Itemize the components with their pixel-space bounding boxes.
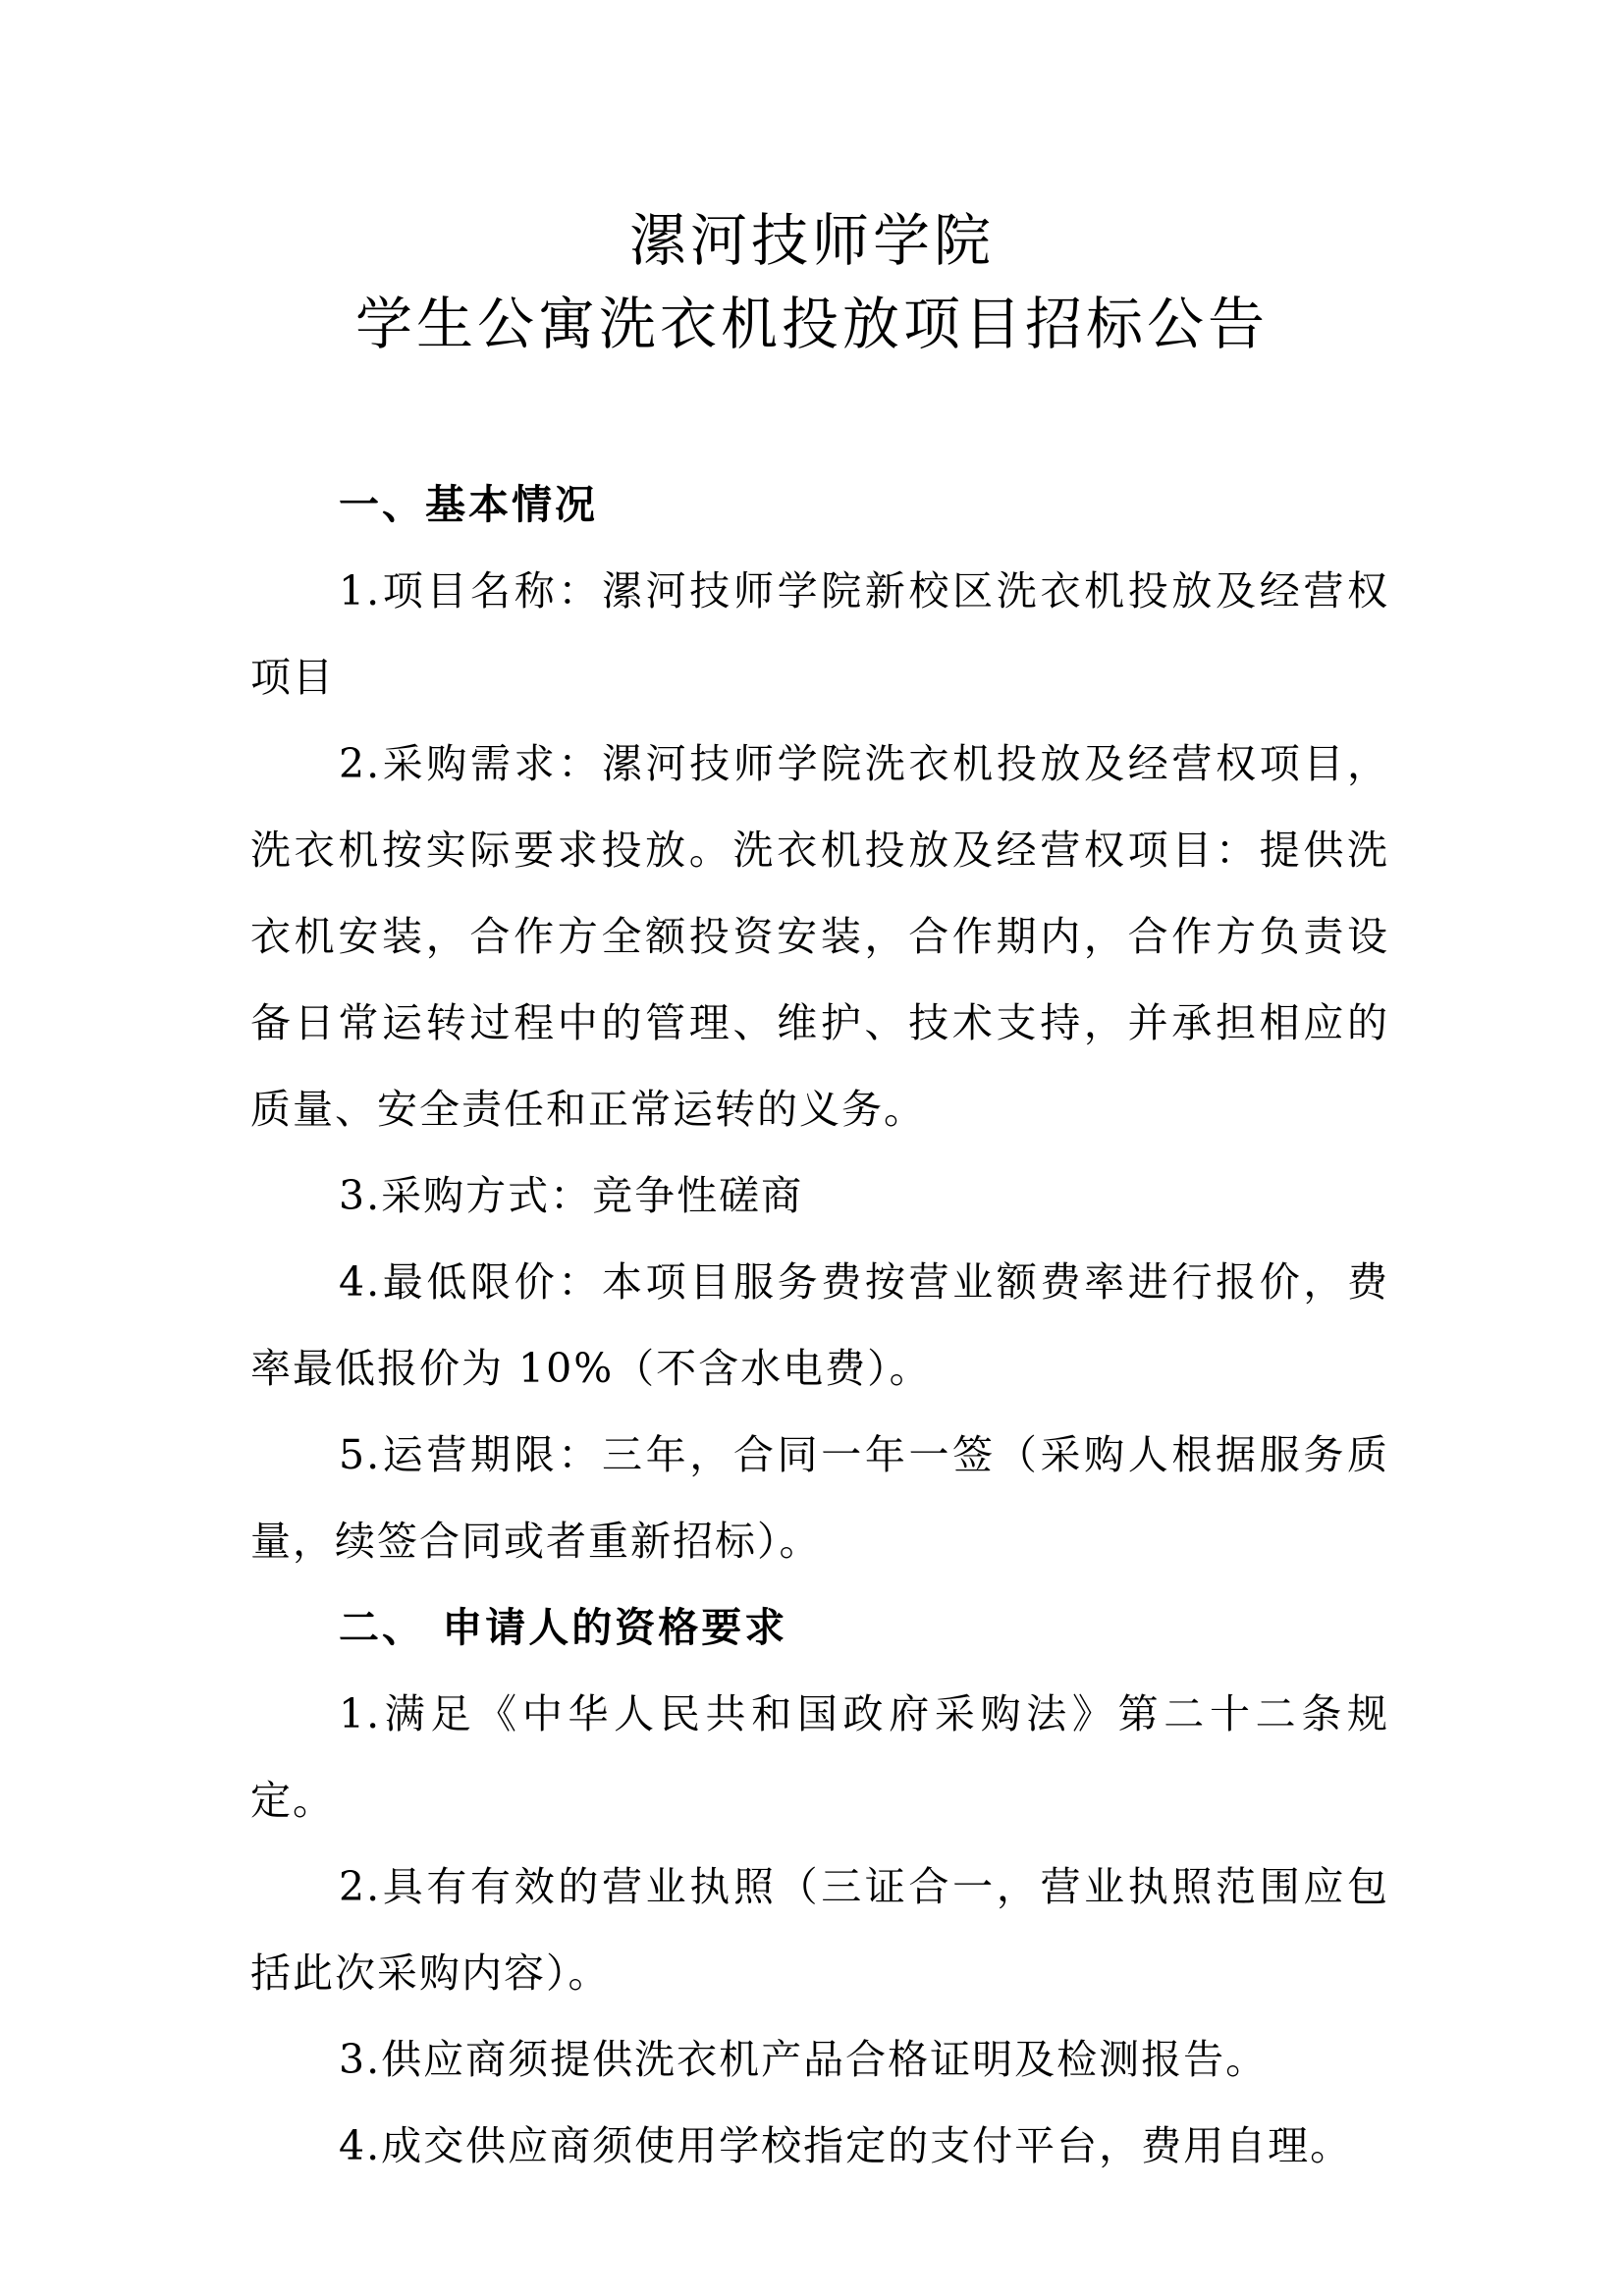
project-name-paragraph: 1.项目名称：漯河技师学院新校区洗衣机投放及经营权项目 [250, 567, 1389, 701]
qualification-item: 3.供应商须提供洗衣机产品合格证明及检测报告。 [339, 2036, 1269, 2083]
qualification-item: 4.成交供应商须使用学校指定的支付平台，费用自理。 [339, 2122, 1353, 2169]
minimum-price-paragraph: 4.最低限价：本项目服务费按营业额费率进行报价，费率最低报价为 10%（不含水电费）。 [250, 1258, 1389, 1392]
document-title-line-2: 学生公寓洗衣机投放项目招标公告 [354, 291, 1269, 357]
procurement-requirement-paragraph: 2.采购需求：漯河技师学院洗衣机投放及经营权项目，洗衣机按实际要求投放。洗衣机投放及经营权项目：提供洗衣机安装，合作方全额投资安装，合作期内，合作方负责设备日常运转过程中的管理、维护、技术支持，并承担相应的质量、安全责任和正常运转的义务。 [250, 740, 1389, 1133]
procurement-method-paragraph: 3.采购方式：竞争性磋商 [339, 1172, 804, 1219]
qualification-item: 2.具有有效的营业执照（三证合一，营业执照范围应包括此次采购内容）。 [250, 1863, 1389, 1997]
qualification-item: 1.满足《中华人民共和国政府采购法》第二十二条规定。 [250, 1690, 1389, 1824]
document-body [250, 461, 1389, 2189]
section-qualification [250, 1584, 1389, 2189]
document-title-line-1: 漯河技师学院 [628, 207, 995, 274]
section-basic-info [250, 461, 1389, 1584]
section-heading: 一、基本情况 [339, 481, 598, 528]
operation-period-paragraph: 5.运营期限：三年，合同一年一签（采购人根据服务质量，续签合同或者重新招标）。 [250, 1431, 1389, 1565]
section-heading: 二、 申请人的资格要求 [339, 1604, 788, 1651]
